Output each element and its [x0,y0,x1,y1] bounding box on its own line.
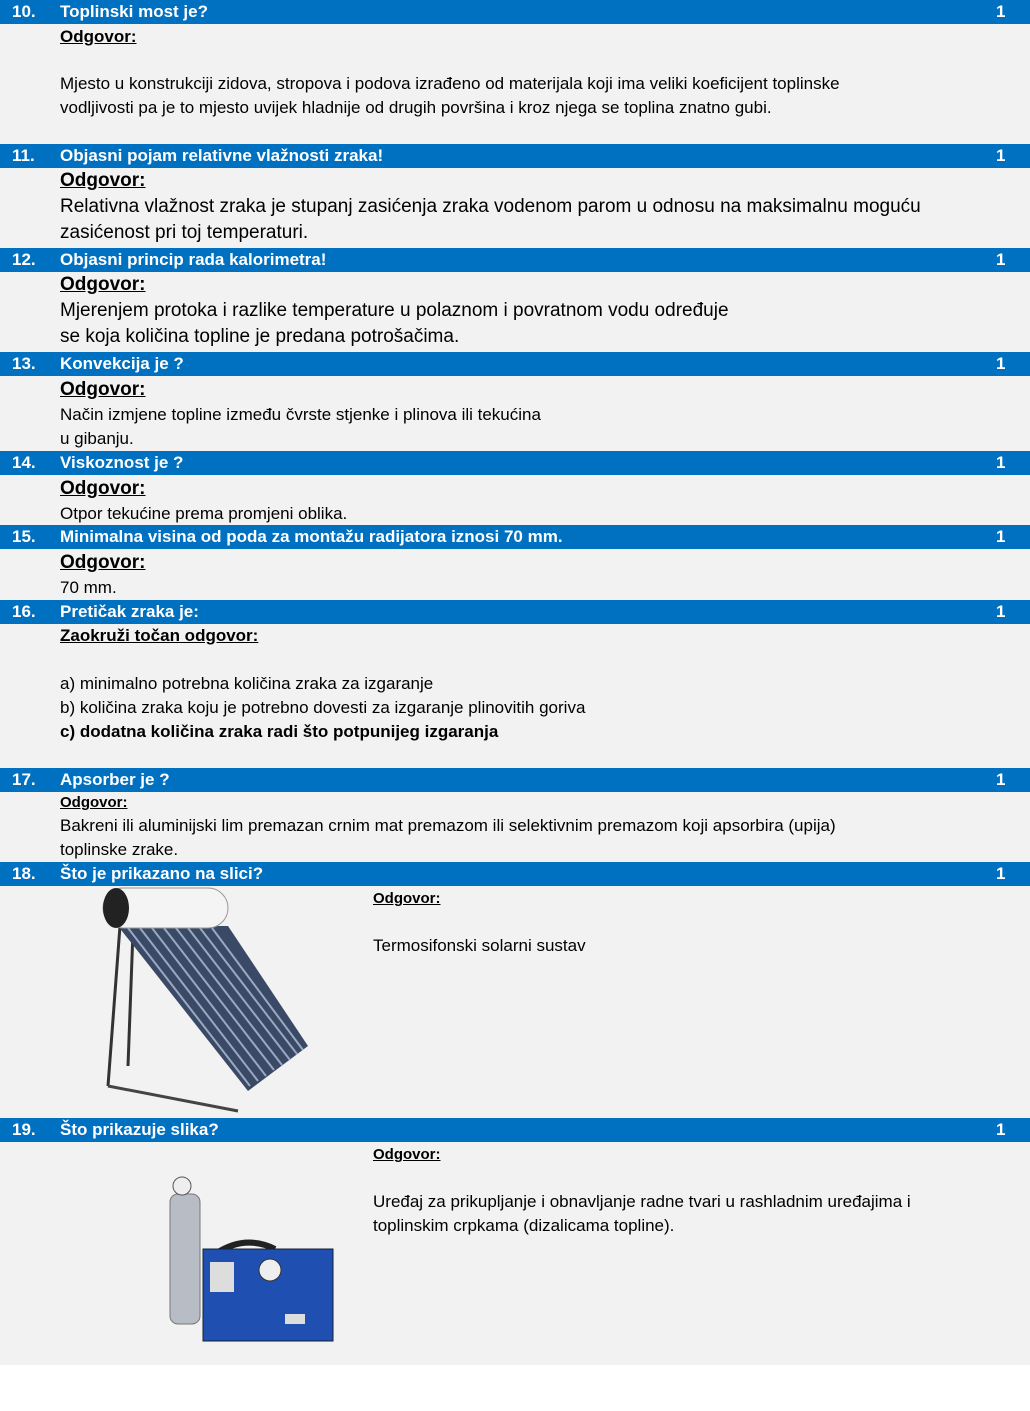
answer-label: Odgovor: [60,379,146,400]
option-c-correct: c) dodatna količina zraka radi što potpunijeg izgaranja [60,722,499,741]
question-number: 17. [12,770,36,789]
answer-label: Odgovor: [60,552,146,573]
question-14 [0,451,1030,525]
answer-label: Odgovor: [373,1146,441,1163]
answer-text: toplinske zrake. [60,840,179,859]
question-points: 1 [996,250,1006,269]
question-title: Apsorber je ? [60,770,170,789]
answer-text: Mjesto u konstrukciji zidova, stropova i podova izrađeno od materijala koji ima veliki koeficijent toplinske [60,74,840,93]
question-header [0,0,1030,24]
question-points: 1 [996,146,1006,165]
instruction-label: Zaokruži točan odgovor: [60,626,259,645]
question-title: Minimalna visina od poda za montažu radijatora iznosi 70 mm. [60,527,563,546]
question-points: 1 [996,527,1006,546]
question-points: 1 [996,354,1006,373]
answer-text: Način izmjene topline između čvrste stjenke i plinova ili tekućina [60,405,541,424]
answer-text: 70 mm. [60,578,117,597]
question-13 [0,352,1030,451]
question-title: Viskoznost je ? [60,453,184,472]
answer-text: Uređaj za prikupljanje i obnavljanje radne tvari u rashladnim uređajima i [373,1192,911,1211]
question-number: 16. [12,602,36,621]
answer-label: Odgovor: [60,170,146,191]
question-number: 13. [12,354,36,373]
question-18 [0,862,1030,1118]
option-a: a) minimalno potrebna količina zraka za izgaranje [60,674,434,693]
answer-block [373,888,586,958]
question-number: 19. [12,1120,36,1139]
question-10 [0,0,1030,144]
question-title: Konvekcija je ? [60,354,184,373]
answer-text: toplinskim crpkama (dizalicama topline). [373,1216,675,1235]
question-points: 1 [996,864,1006,883]
answer-label: Odgovor: [60,794,128,811]
question-number: 15. [12,527,36,546]
answer-label: Odgovor: [373,890,441,907]
question-12 [0,248,1030,352]
question-number: 11. [12,146,35,165]
option-b: b) količina zraka koju je potrebno dovesti za izgaranje plinovitih goriva [60,698,586,717]
question-points: 1 [996,2,1006,21]
question-15 [0,525,1030,600]
question-points: 1 [996,602,1006,621]
answer-text: vodljivosti pa je to mjesto uvijek hladnije od drugih površina i kroz njega se toplina znatno gubi. [60,98,772,117]
answer-text: Termosifonski solarni sustav [373,936,586,955]
question-16 [0,600,1030,768]
question-title: Toplinski most je? [60,2,208,21]
question-title: Što je prikazano na slici? [60,864,264,883]
answer-label: Odgovor: [60,478,146,499]
question-points: 1 [996,453,1006,472]
question-title: Objasni princip rada kalorimetra! [60,250,327,269]
answer-text: Otpor tekućine prema promjeni oblika. [60,504,348,523]
refrigerant-recovery-unit-image [165,1174,337,1344]
answer-text: u gibanju. [60,429,134,448]
solar-water-heater-image [98,886,313,1118]
answer-text: zasićenost pri toj temperaturi. [60,222,309,243]
question-number: 14. [12,453,36,472]
answer-label: Odgovor: [60,27,137,46]
answer-block [373,1144,911,1238]
question-title: Što prikazuje slika? [60,1120,219,1139]
question-19 [0,1118,1030,1365]
question-title: Objasni pojam relativne vlažnosti zraka! [60,146,384,165]
question-points: 1 [996,1120,1006,1139]
question-number: 12. [12,250,36,269]
question-number: 10. [12,2,36,21]
question-11 [0,144,1030,248]
answer-text: Relativna vlažnost zraka je stupanj zasićenja zraka vodenom parom u odnosu na maksimalnu moguću [60,196,921,217]
answer-text: se koja količina topline je predana potrošačima. [60,326,460,347]
question-number: 18. [12,864,36,883]
answer-text: Mjerenjem protoka i razlike temperature u polaznom i povratnom vodu određuje [60,300,729,321]
question-points: 1 [996,770,1006,789]
answer-text: Bakreni ili aluminijski lim premazan crnim mat premazom ili selektivnim premazom koji apsorbira (upija) [60,816,836,835]
answer-label: Odgovor: [60,274,146,295]
question-title: Pretičak zraka je: [60,602,199,621]
question-17 [0,768,1030,862]
